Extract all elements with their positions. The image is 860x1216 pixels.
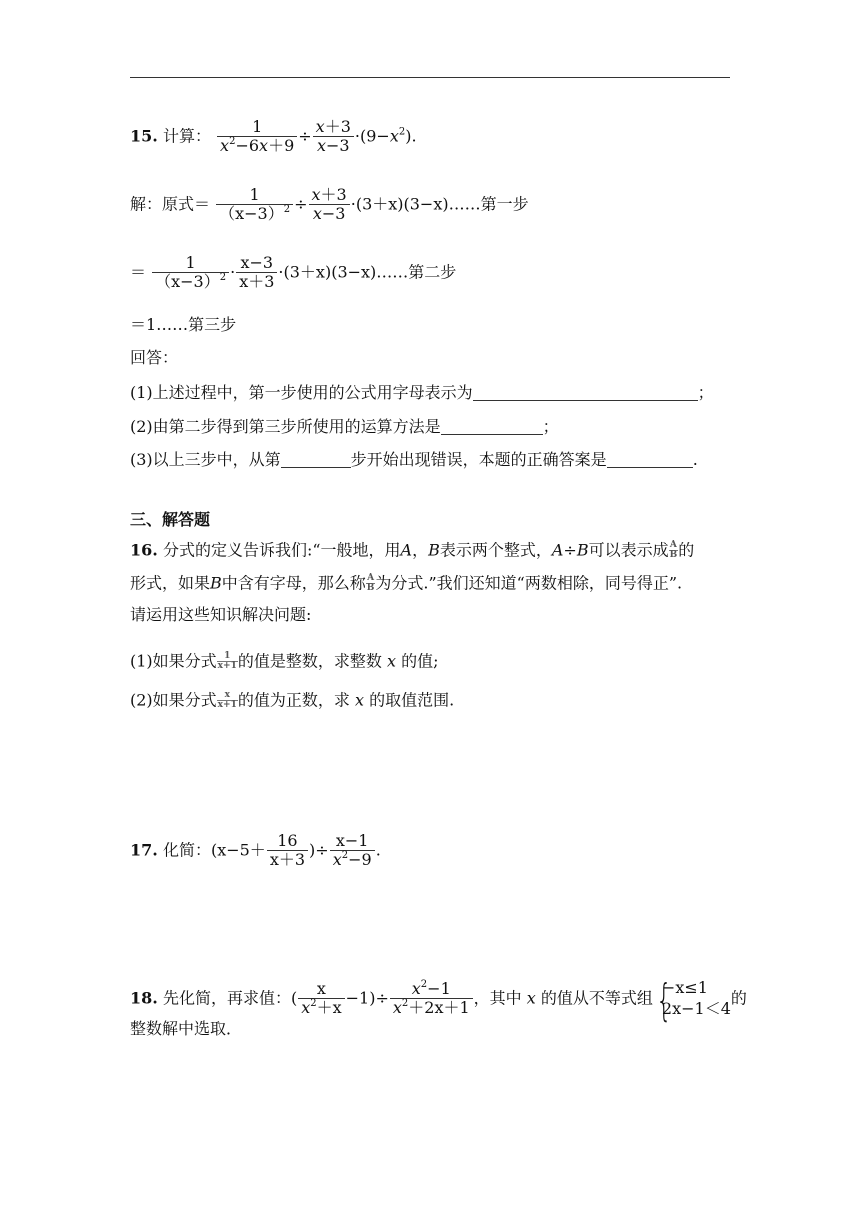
inequality-system: { −x≤1 2x−1＜4 xyxy=(653,978,731,1020)
q16-part-2: (2)如果分式 $\frac{x}{x+1}$ 的值为正数，求 x 的取值范围. xyxy=(130,690,455,711)
q15-problem: 15. 计算： $\frac{1}{x^2-6x+9}$ ÷ $\frac{x+3}{x-3}$ $\cdot(9-x^2)$. xyxy=(130,117,417,156)
q16-line-1: 16. 分式的定义告诉我们:“一般地，用A，B表示两个整式，A÷B可以表示成 $\frac{A}{B}$ 的 xyxy=(130,540,695,561)
q15-part-1: (1)上述过程中，第一步使用的公式用字母表示为 ； xyxy=(130,383,714,402)
header-rule xyxy=(130,77,730,78)
section-title: 三、解答题 xyxy=(130,510,211,529)
q16-line-3: 请运用这些知识解决问题: xyxy=(130,605,312,624)
q15-solution-step-2: ＝ $\frac{1}{(x-3)^2}$ · $\frac{x-3}{x+3}$ ·(3＋x)(3−x)……第二步 xyxy=(130,253,457,292)
q18-line-2: 整数解中选取． xyxy=(130,1019,243,1038)
q15-fraction-1: $\frac{1}{x^2-6x+9}$ xyxy=(217,118,297,156)
q15-step1-fraction: $\frac{1}{(x-3)^2}$ xyxy=(216,186,293,224)
q16-number: 16. xyxy=(130,540,158,560)
q15-solution-step-3: ＝1……第三步 xyxy=(130,315,237,334)
q17-number: 17. xyxy=(130,840,158,860)
fraction-1-over-x1: $\frac{1}{x+1}$ xyxy=(217,651,237,672)
q18-number: 18. xyxy=(130,988,158,1008)
answer-blank-2[interactable] xyxy=(441,420,543,435)
q17-problem: 17. 化简：(x−5＋ $\frac{16}{x+3}$ )÷ $\frac{x-1}{x^2-9}$ . xyxy=(130,831,381,870)
q16-part-1: (1)如果分式 $\frac{1}{x+1}$ 的值是整数，求整数 x 的值; xyxy=(130,651,439,672)
q15-fraction-2: $\frac{x+3}{x-3}$ xyxy=(313,118,354,156)
q15-solution-step-1: 解：原式＝ $\frac{1}{(x-3)^2}$ ÷ $\frac{x+3}{x-3}$ ·(3＋x)(3−x)……第一步 xyxy=(130,185,529,224)
fraction-a-over-b: $\frac{A}{B}$ xyxy=(669,540,678,561)
q15-number: 15. xyxy=(130,126,158,146)
q15-part-2: (2)由第二步得到第三步所使用的运算方法是 ； xyxy=(130,417,559,436)
answer-blank-1[interactable] xyxy=(473,386,698,401)
q15-answer-heading: 回答： xyxy=(130,348,179,367)
answer-blank-4[interactable] xyxy=(607,453,693,468)
fraction-x-over-x1: $\frac{x}{x+1}$ xyxy=(217,690,237,711)
q18-problem: 18. 先化简，再求值：( $\frac{x}{x^2+x}$ −1)÷ $\frac{x^2-1}{x^2+2x+1}$ ，其中 x 的值从不等式组 { −x≤1 2x−1＜4 的 xyxy=(130,978,747,1020)
q15-part-3: (3)以上三步中，从第 步开始出现错误，本题的正确答案是 . xyxy=(130,450,698,469)
q16-line-2: 形式，如果B中含有字母，那么称 $\frac{A}{B}$ 为分式.”我们还知道“两数相除，同号得正”. xyxy=(130,573,683,594)
answer-blank-3[interactable] xyxy=(281,453,351,468)
